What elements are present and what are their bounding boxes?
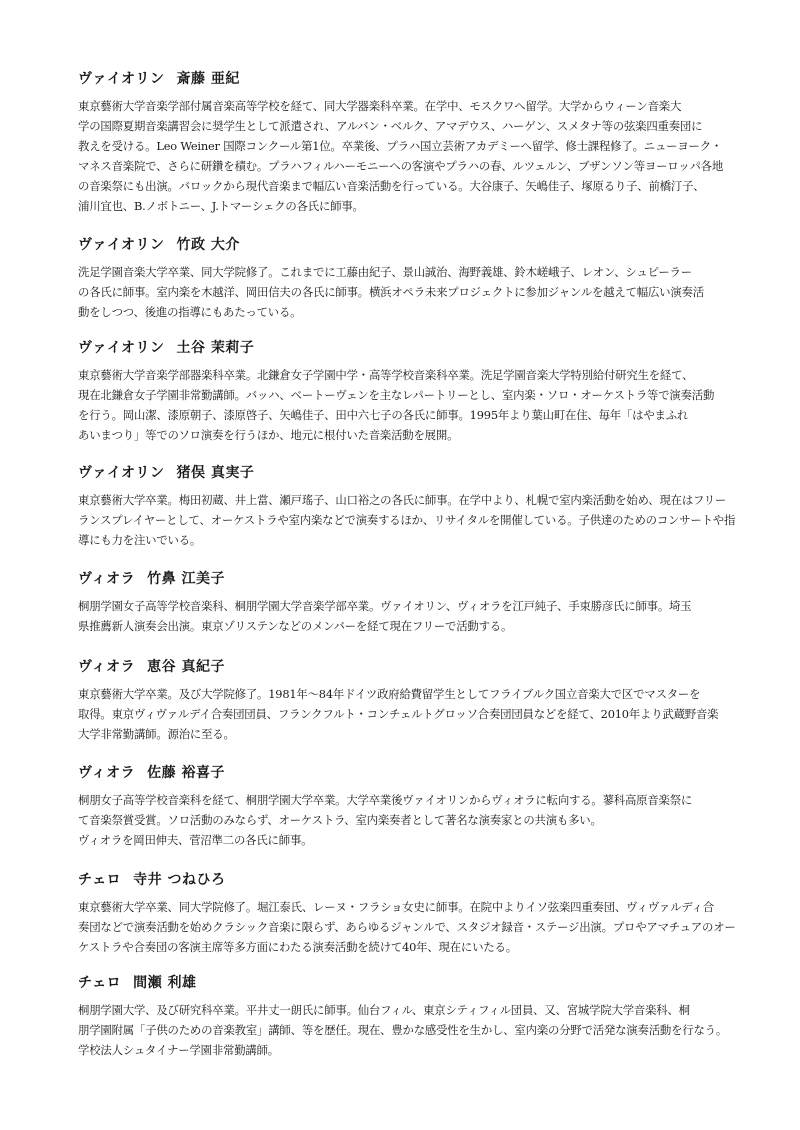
bio-name: 斎藤 亜紀 <box>176 71 240 87</box>
bio-takehana <box>78 570 746 636</box>
bio-text-line: あいまつり」等でのソロ演奏を行うほか、地元に根付いた音楽活動を展開。 <box>78 428 459 442</box>
bio-heading <box>78 764 746 782</box>
bio-text-line: 動をしつつ、後進の指導にもあたっている。 <box>78 305 302 319</box>
bio-role: ヴィオラ <box>78 659 136 675</box>
bio-mase <box>78 974 746 1060</box>
bio-text-line: 東京藝術大学卒業。梅田初蔵、井上當、瀬戸瑤子、山口裕之の各氏に師事。在学中より、札幌で室内楽活動を始め、現在はフリー <box>78 493 727 507</box>
bio-text-line: ランスプレイヤーとして、オーケストラや室内楽などで演奏するほか、リサイタルを開催している。子供達のためのコンサートや指 <box>78 513 736 527</box>
bio-text-line: 桐朋女子高等学校音楽科を経て、桐朋学園大学卒業。大学卒業後ヴァイオリンからヴィオラに転向する。蓼科高原音楽祭に <box>78 793 693 807</box>
bio-sato <box>78 764 746 850</box>
bio-name: 間瀬 利雄 <box>133 975 197 991</box>
bio-role: ヴァイオリン <box>78 465 165 481</box>
bio-heading <box>78 70 746 88</box>
bio-text-line: 洗足学園音楽大学卒業、同大学院修了。これまでに工藤由紀子、景山誠治、海野義雄、鈴木嵯峨子、レオン、シュピーラー <box>78 265 692 279</box>
bio-name: 寺井 つねひろ <box>133 872 226 888</box>
bio-etani <box>78 658 746 744</box>
bio-text-line: 浦川宜也、B.ノボトニー、J.トマーシェクの各氏に師事。 <box>78 199 364 213</box>
bio-role: ヴァイオリン <box>78 237 165 253</box>
bio-text-line: 大学非常勤講師。源治に至る。 <box>78 727 235 741</box>
bio-text-line: の音楽祭にも出演。バロックから現代音楽まで幅広い音楽活動を行っている。大谷康子、矢嶋佳子、塚原るり子、前橋汀子、 <box>78 179 705 193</box>
bio-heading <box>78 570 746 588</box>
bio-text-line: の各氏に師事。室内楽を木越洋、岡田信夫の各氏に師事。横浜オペラ未来プロジェクトに参加ジャンルを越えて幅広い演奏活 <box>78 285 704 299</box>
bio-text-line: 東京藝術大学音楽学部付属音楽高等学校を経て、同大学器楽科卒業。在学中、モスクワへ留学。大学からウィーン音楽大 <box>78 99 682 113</box>
bio-takemasa <box>78 236 746 322</box>
bio-name: 土谷 茉莉子 <box>176 340 255 356</box>
bio-text-line: ケストラや合奏団の客演主席等多方面にわたる演奏活動を続けて40年、現在にいたる。 <box>78 940 517 954</box>
bio-text-line: 桐朋学園大学、及び研究科卒業。平井丈一朗氏に師事。仙台フィル、東京シティフィル団員、又、宮城学院大学音楽科、桐 <box>78 1003 690 1017</box>
bio-text-line: 取得。東京ヴィヴァルデイ合奏団団員、フランクフルト・コンチェルトグロッソ合奏団団員などを経て、2010年より武蔵野音楽 <box>78 707 719 721</box>
bio-heading <box>78 236 746 254</box>
bio-text-line: 朋学園附属「子供のための音楽教室」講師、等を歴任。現在、豊かな感受性を生かし、室内楽の分野で活発な演奏活動を行なう。 <box>78 1023 728 1037</box>
bio-text-line: 奏団などで演奏活動を始めクラシック音楽に限らず、あらゆるジャンルで、スタジオ録音・ステージ出演。プロやアマチュアのオー <box>78 920 736 934</box>
bio-heading <box>78 339 746 357</box>
bio-saito <box>78 70 746 216</box>
bio-text-line: 教えを受ける。Leo Weiner 国際コンクール第1位。卒業後、プラハ国立芸術アカデミーへ留学、修士課程修了。ニューヨーク・ <box>78 139 723 153</box>
bio-role: ヴァイオリン <box>78 340 165 356</box>
bio-role: チェロ <box>78 975 122 991</box>
bio-text-line: て音楽祭賞受賞。ソロ活動のみならず、オーケストラ、室内楽奏者として著名な演奏家との共演も多い。 <box>78 813 602 827</box>
bio-heading <box>78 974 746 992</box>
bio-role: チェロ <box>78 872 122 888</box>
bio-text-line: マネス音楽院で、さらに研鑽を積む。プラハフィルハーモニーへの客演やプラハの春、ルツェルン、ブザンソン等ヨーロッパ各地 <box>78 159 724 173</box>
bio-text-line: 現在北鎌倉女子学園非常勤講師。バッハ、ベートーヴェンを主なレパートリーとし、室内楽・ソロ・オーケストラ等で演奏活動 <box>78 388 715 402</box>
bio-text-line: 学校法人シュタイナー学園非常勤講師。 <box>78 1043 279 1057</box>
bio-name: 猪俣 真実子 <box>176 465 255 481</box>
bio-role: ヴァイオリン <box>78 71 165 87</box>
bio-terai <box>78 871 746 957</box>
bio-heading <box>78 658 746 676</box>
bio-role: ヴィオラ <box>78 765 136 781</box>
bio-tsuchiya <box>78 339 746 445</box>
bio-heading <box>78 464 746 482</box>
bio-text-line: 東京藝術大学音楽学部器楽科卒業。北鎌倉女子学園中学・高等学校音楽科卒業。洗足学園音楽大学特別給付研究生を経て、 <box>78 368 694 382</box>
bio-text-line: 東京藝術大学卒業、同大学院修了。堀江泰氏、レーヌ・フラショ女史に師事。在院中よりイソ弦楽四重奏団、ヴィヴァルディ合 <box>78 900 714 914</box>
bio-text-line: 県推薦新人演奏会出演。東京ゾリステンなどのメンバーを経て現在フリーで活動する。 <box>78 619 513 633</box>
bio-text-line: 学の国際夏期音楽講習会に奨学生として派遣され、アルバン・ベルク、アマデウス、ハーゲン、スメタナ等の弦楽四重奏団に <box>78 119 703 133</box>
bio-heading <box>78 871 746 889</box>
bio-name: 佐藤 裕喜子 <box>147 765 226 781</box>
bio-text-line: を行う。岡山潔、漆原朝子、漆原啓子、矢嶋佳子、田中六七子の各氏に師事。1995年より葉山町在住、毎年「はやまふれ <box>78 408 689 422</box>
bio-name: 恵谷 真紀子 <box>147 659 226 675</box>
bio-inomata <box>78 464 746 550</box>
bio-text-line: 東京藝術大学卒業。及び大学院修了。1981年～84年ドイツ政府給費留学生としてフライブルク国立音楽大で区でマスターを <box>78 687 701 701</box>
bio-text-line: ヴィオラを岡田伸夫、菅沼準二の各氏に師事。 <box>78 833 313 847</box>
bio-text-line: 導にも力を注いでいる。 <box>78 533 202 547</box>
bio-role: ヴィオラ <box>78 571 136 587</box>
bio-name: 竹政 大介 <box>176 237 240 253</box>
bio-name: 竹鼻 江美子 <box>147 571 226 587</box>
bio-text-line: 桐朋学園女子高等学校音楽科、桐朋学園大学音楽学部卒業。ヴァイオリン、ヴィオラを江戸純子、手束勝彦氏に師事。埼玉 <box>78 599 692 613</box>
